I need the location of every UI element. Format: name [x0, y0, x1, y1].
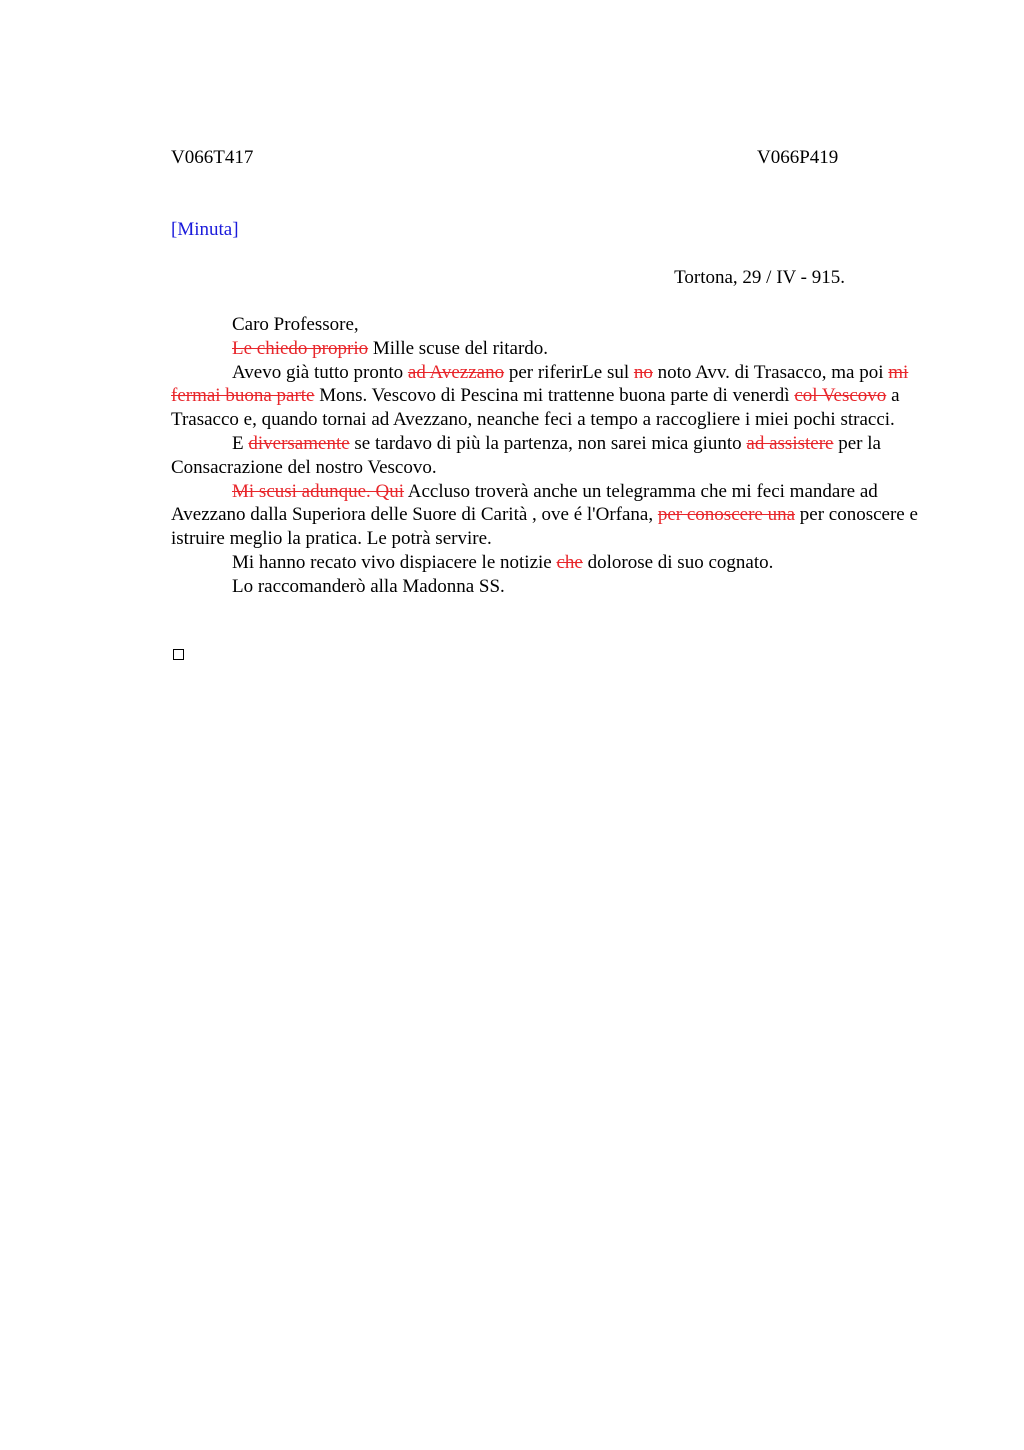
deleted-text: diversamente [248, 432, 350, 454]
text-segment: Caro Professore, [232, 314, 359, 335]
document-code-right: V066P419 [757, 147, 839, 168]
deleted-text: Mi scusi adunque. Qui [232, 480, 405, 502]
text-segment: Accluso troverà anche un telegramma che mi feci mandare ad Avezzano dalla Superiora delle Suore di Carità , ove é l'Orfana, [171, 480, 878, 526]
text-segment: per riferirLe sul [504, 361, 634, 383]
text-segment: a Trasacco e, quando tornai ad Avezzano, neanche feci a tempo a raccogliere i miei pochi stracci. [171, 385, 900, 431]
minuta-label: [Minuta] [171, 219, 239, 240]
text-segment: Mille scuse del ritardo. [368, 337, 549, 359]
letter-paragraph [171, 313, 929, 337]
letter-paragraph [171, 361, 929, 432]
text-segment: Lo raccomanderò alla Madonna SS. [232, 575, 505, 597]
deleted-text: ad Avezzano [407, 361, 505, 383]
text-segment: Mi hanno recato vivo dispiacere le notizie [232, 551, 557, 573]
letter-paragraph [171, 575, 929, 599]
text-segment: Mons. Vescovo di Pescina mi trattenne buona parte di venerdì [314, 385, 795, 407]
text-segment: per la Consacrazione del nostro Vescovo. [171, 432, 881, 478]
text-segment: Avevo già tutto pronto [232, 361, 408, 383]
deleted-text: che [556, 551, 583, 573]
deleted-text: no [633, 361, 653, 383]
text-segment: noto Avv. di Trasacco, ma poi [652, 361, 889, 383]
document-code-left: V066T417 [171, 147, 254, 168]
deleted-text: ad assistere [746, 432, 834, 454]
text-segment: E [232, 432, 249, 454]
letter-paragraph [171, 551, 929, 575]
empty-square-icon [173, 649, 184, 660]
letter-paragraph [171, 337, 929, 361]
letter-paragraph [171, 480, 929, 551]
deleted-text: per conoscere una [657, 504, 796, 526]
letter-paragraph [171, 432, 929, 480]
text-segment: dolorose di suo cognato. [582, 551, 774, 573]
deleted-text: col Vescovo [794, 385, 887, 407]
letter-body [171, 313, 929, 599]
deleted-text: mi fermai buona parte [171, 361, 909, 407]
text-segment: se tardavo di più la partenza, non sarei mica giunto [349, 432, 747, 454]
deleted-text: Le chiedo proprio [232, 337, 369, 359]
text-segment: per conoscere e istruire meglio la pratica. Le potrà servire. [171, 504, 918, 550]
dateline: Tortona, 29 / IV - 915. [674, 267, 845, 288]
